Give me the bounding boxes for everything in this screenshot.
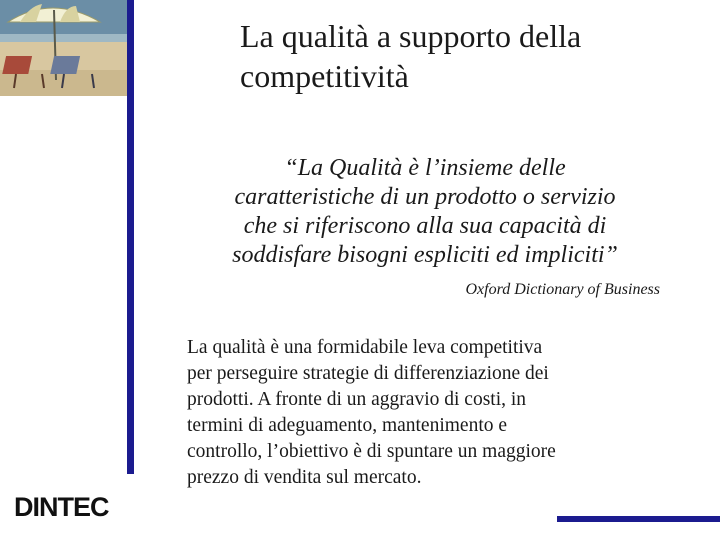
body-line: prodotti. A fronte di un aggravio di costi, in bbox=[187, 389, 527, 410]
title-line: La qualità a supporto della bbox=[240, 18, 582, 54]
quote-line: “La Qualità è l’insieme delle bbox=[284, 155, 566, 181]
title-line: competitività bbox=[240, 58, 409, 94]
body-paragraph bbox=[187, 335, 657, 491]
body-line: prezzo di vendita sul mercato. bbox=[187, 467, 422, 488]
quote-line: soddisfare bisogni espliciti ed impliciti” bbox=[232, 242, 618, 268]
body-line: termini di adeguamento, mantenimento e bbox=[187, 415, 508, 436]
dintec-logo: DINTEC bbox=[14, 492, 109, 522]
slide-title bbox=[240, 16, 700, 96]
body-line: per perseguire strategie di differenziazione dei bbox=[187, 363, 549, 384]
body-line: La qualità è una formidabile leva competitiva bbox=[187, 337, 543, 358]
beach-umbrella-photo bbox=[0, 0, 130, 96]
quote-line: caratteristiche di un prodotto o servizio bbox=[234, 184, 616, 210]
quote-line: che si riferiscono alla sua capacità di bbox=[243, 213, 607, 239]
vertical-accent-bar bbox=[127, 0, 134, 474]
bottom-accent-bar bbox=[557, 516, 720, 522]
body-line: controllo, l’obiettivo è di spuntare un maggiore bbox=[187, 441, 556, 462]
quote-source: Oxford Dictionary of Business bbox=[465, 281, 660, 298]
definition-quote bbox=[180, 154, 670, 270]
